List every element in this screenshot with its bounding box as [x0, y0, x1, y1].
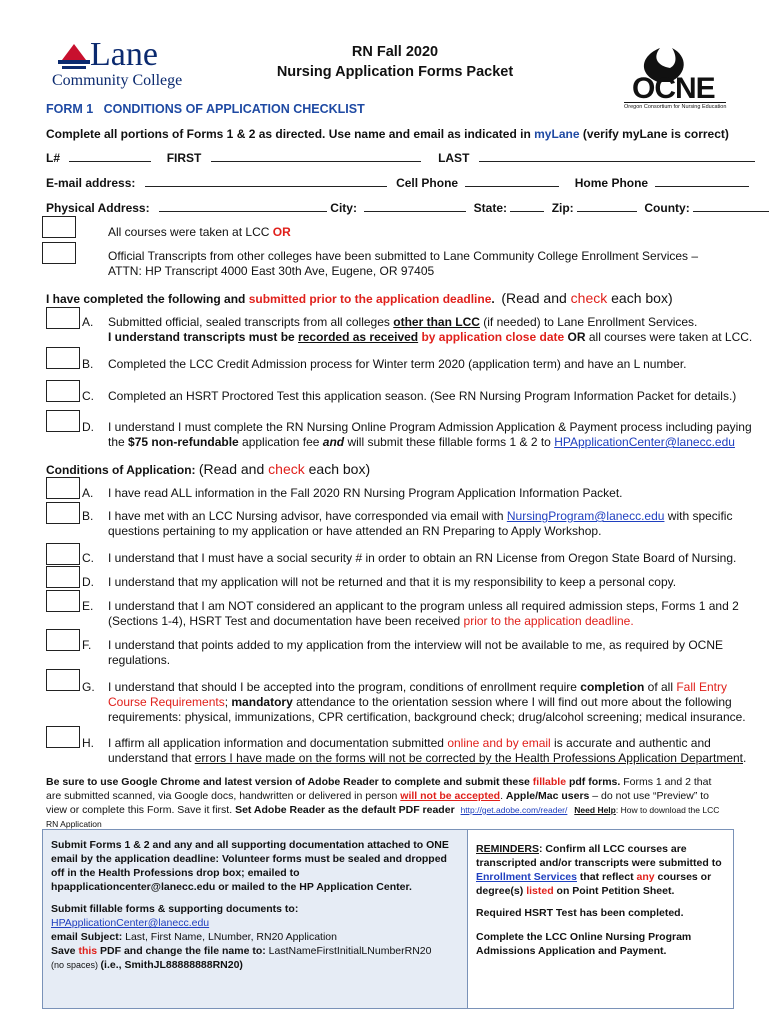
first-name-label: FIRST: [166, 151, 202, 165]
heading-dot: .: [491, 292, 502, 306]
condition-item-g: [108, 680, 746, 725]
logo-community-college: Community College: [52, 72, 183, 89]
this-text: this: [78, 945, 98, 957]
text: Save: [51, 945, 79, 957]
checkbox-condition-b[interactable]: [46, 502, 80, 524]
text: PDF and change the file name to:: [97, 945, 269, 957]
text: (if needed) to Lane Enrollment Services.: [479, 315, 698, 329]
name-fields-row: [46, 151, 755, 165]
item-letter: F.: [82, 638, 92, 652]
text: requirements: physical, immunizations, CPR certification, background check; drug/alcohol screening; medical insurance.: [108, 710, 746, 724]
checkbox-condition-d[interactable]: [46, 566, 80, 588]
city-input[interactable]: [364, 201, 466, 212]
nursing-program-email-link[interactable]: NursingProgram@lanecc.edu: [506, 509, 665, 523]
ocne-logo: [618, 44, 728, 112]
last-name-label: LAST: [438, 151, 470, 165]
transcripts-line2: ATTN: HP Transcript 4000 East 30th Ave, Eugene, OR 97405: [108, 264, 435, 278]
completed-item-c: Completed an HSRT Proctored Test this application season. (See RN Nursing Program Information Packet for details.): [108, 389, 737, 403]
checkbox-condition-e[interactable]: [46, 590, 80, 612]
deadline-text: submitted prior to the application deadline: [248, 292, 492, 306]
item-letter: B.: [82, 357, 94, 371]
default-reader-text: Set Adobe Reader as the default PDF reader: [235, 804, 455, 816]
application-reminder: Complete the LCC Online Nursing Program Admissions Application and Payment.: [476, 931, 692, 957]
read-text: (Read and: [198, 461, 269, 477]
text: I understand I must complete the RN Nursing Online Program Admission Application & Payment process including paying: [108, 420, 752, 434]
address-label: Physical Address:: [46, 201, 150, 215]
text: Last, First Name, LNumber, RN20 Application: [122, 931, 337, 943]
lnum-input[interactable]: [69, 151, 151, 162]
checkbox-completed-a[interactable]: [46, 307, 80, 329]
text: (Sections 1-4), HSRT Test and documentation have been received: [108, 614, 464, 628]
checkbox-all-lcc[interactable]: [42, 216, 76, 238]
text: I understand transcripts must be: [108, 330, 299, 344]
packet-title: Nursing Application Forms Packet: [276, 64, 514, 80]
item-letter: C.: [82, 389, 94, 403]
condition-item-d: I understand that my application will not be returned and that it is my responsibility to keep a personal copy.: [108, 575, 677, 589]
example-file-name: (i.e., SmithJL88888888RN20): [100, 959, 243, 971]
deadline-text: prior to the application deadline.: [463, 614, 634, 628]
mac-users-text: Apple/Mac users: [505, 790, 590, 802]
text: will submit these fillable forms 1 & 2 to: [344, 435, 555, 449]
checkbox-condition-c[interactable]: [46, 543, 80, 565]
item-letter: E.: [82, 599, 94, 613]
fall-entry-text: Fall Entry: [676, 680, 728, 694]
checkbox-official-transcripts[interactable]: [42, 242, 76, 264]
transcripts-line1: Official Transcripts from other colleges have been submitted to Lane Community College Enrollment Services –: [108, 249, 699, 263]
adobe-reader-link[interactable]: http://get.adobe.com/reader/: [460, 805, 568, 815]
text: .: [743, 751, 747, 765]
read-text: (Read and: [501, 290, 571, 306]
ocne-word: OCNE: [632, 72, 715, 105]
completed-heading-text: I have completed the following and: [46, 292, 249, 306]
item-letter: B.: [82, 509, 94, 523]
text: application fee: [238, 435, 323, 449]
checkbox-completed-d[interactable]: [46, 410, 80, 432]
close-date-text: by application close date: [418, 330, 565, 344]
reminders-box: [468, 829, 734, 1009]
address-input[interactable]: [159, 201, 327, 212]
item-letter: C.: [82, 551, 94, 565]
email-subject-label: email Subject:: [51, 931, 123, 943]
email-input[interactable]: [145, 176, 387, 187]
option-all-lcc-text: All courses were taken at LCC: [108, 225, 273, 239]
and-text: and: [322, 435, 345, 449]
reminders-label: REMINDERS: [476, 843, 540, 855]
text: : Confirm all LCC courses are transcripted and/or transcripts were submitted to: [476, 843, 722, 869]
text: pdf forms.: [566, 776, 621, 788]
state-label: State:: [473, 201, 507, 215]
completed-heading: [46, 290, 673, 306]
lane-community-college-logo: [48, 38, 198, 92]
last-name-input[interactable]: [479, 151, 755, 162]
condition-item-e: [108, 599, 739, 629]
text: I affirm all application information and documentation submitted: [108, 736, 448, 750]
or-text: OR: [272, 225, 291, 239]
condition-item-f: [108, 638, 728, 668]
text: I understand that should I be accepted into the program, conditions of enrollment require: [108, 680, 581, 694]
lnum-label: L#: [46, 151, 61, 165]
zip-input[interactable]: [577, 201, 637, 212]
text: on Point Petition Sheet.: [553, 885, 675, 897]
contact-fields-row: [46, 176, 749, 190]
checkbox-condition-g[interactable]: [46, 669, 80, 691]
text: .: [500, 790, 506, 802]
item-letter: G.: [82, 680, 95, 694]
county-label: County:: [644, 201, 690, 215]
logo-lane-word: Lane: [90, 36, 158, 73]
address-fields-row: [46, 201, 769, 215]
hp-application-email-link[interactable]: HPApplicationCenter@lanecc.edu: [554, 435, 735, 449]
checkbox-condition-f[interactable]: [46, 629, 80, 651]
text: that reflect: [576, 871, 637, 883]
city-label: City:: [330, 201, 357, 215]
not-accepted-text: will not be accepted: [400, 790, 501, 802]
home-phone-input[interactable]: [655, 176, 749, 187]
email-label: E-mail address:: [46, 176, 136, 190]
or-text: OR: [564, 330, 586, 344]
state-input[interactable]: [510, 201, 544, 212]
county-input[interactable]: [693, 201, 769, 212]
text: regulations.: [108, 653, 171, 667]
mandatory-text: mandatory: [231, 695, 293, 709]
text: Forms 1 and 2 that are submitted scanned, via Google docs, handwritten or delivered in person: [46, 776, 712, 802]
errors-text: errors I have made on the forms will not be corrected by the Health Professions Application Department: [194, 751, 744, 765]
text: with specific: [664, 509, 733, 523]
listed-text: listed: [526, 885, 554, 897]
cell-phone-label: Cell Phone: [396, 176, 459, 190]
text: is accurate and authentic and: [550, 736, 711, 750]
text: questions pertaining to my application or have attended an RN Preparing to Apply Workshop.: [108, 524, 602, 538]
instruction-text: Complete all portions of Forms 1 & 2 as directed. Use name and email as indicated in: [46, 127, 535, 141]
text: attendance to the orientation session where I will find out more about the following: [292, 695, 732, 709]
submit-forms-box: [42, 829, 468, 1009]
each-box-text: each box): [607, 290, 673, 306]
hp-application-email-link[interactable]: HPApplicationCenter@lanecc.edu: [51, 917, 210, 929]
text: understand that: [108, 751, 195, 765]
submit-instructions: Submit Forms 1 & 2 and any and all supporting documentation attached to ONE email by the application deadline: Volunteer forms must be sealed and dropped off in the Health Professions drop box; emailed to hpapplicationcenter@lanecc.edu or mailed to the HP Application Center.: [51, 839, 449, 893]
other-than-lcc-text: other than LCC: [393, 315, 480, 329]
course-requirements-text: Course Requirements: [108, 695, 225, 709]
text: : How to download the LCC RN Application: [46, 805, 720, 829]
form-instruction: [46, 127, 729, 141]
file-name-text: LastNameFirstInitialLNumberRN20: [268, 945, 432, 957]
checkbox-condition-h[interactable]: [46, 726, 80, 748]
form-heading: FORM 1 CONDITIONS OF APPLICATION CHECKLIST: [46, 102, 365, 116]
completed-item-b: Completed the LCC Credit Admission process for Winter term 2020 (application term) and have an L number.: [108, 357, 687, 371]
item-letter: A.: [82, 486, 94, 500]
check-text: check: [570, 290, 608, 306]
item-letter: A.: [82, 315, 94, 329]
hsrt-reminder: Required HSRT Test has been completed.: [476, 907, 684, 919]
first-name-input[interactable]: [211, 151, 421, 162]
home-phone-label: Home Phone: [574, 176, 649, 190]
conditions-heading: [46, 461, 370, 477]
text: I understand that points added to my application from the interview will not be available to me, as required by OCNE: [108, 638, 723, 652]
text: – do not use “Preview” to view or complete this Form. Save it first.: [46, 790, 710, 816]
each-box-text: each box): [304, 461, 371, 477]
online-email-text: online and by email: [447, 736, 551, 750]
text: Submit fillable forms & supporting documents to:: [51, 903, 299, 915]
conditions-heading-text: Conditions of Application:: [46, 463, 199, 477]
packet-title-year: RN Fall 2020: [351, 44, 439, 60]
text: ;: [224, 695, 232, 709]
condition-item-a: I have read ALL information in the Fall 2020 RN Nursing Program Application Information Packet.: [108, 486, 623, 500]
enrollment-services-link[interactable]: Enrollment Services: [476, 871, 577, 883]
zip-label: Zip:: [551, 201, 574, 215]
condition-item-b: [108, 509, 733, 539]
text: Be sure to use Google Chrome and latest version of Adobe Reader to complete and submit these: [46, 776, 533, 788]
check-text: check: [268, 461, 305, 477]
cell-phone-input[interactable]: [465, 176, 559, 187]
text: courses or degree(s): [476, 871, 712, 897]
item-letter: H.: [82, 736, 94, 750]
item-letter: D.: [82, 420, 94, 434]
condition-item-h: [108, 736, 747, 766]
need-help-link[interactable]: Need Help: [574, 805, 616, 815]
checkbox-completed-b[interactable]: [46, 347, 80, 369]
completion-text: completion: [580, 680, 645, 694]
item-letter: D.: [82, 575, 94, 589]
text: of all: [644, 680, 677, 694]
recorded-text: recorded as received: [298, 330, 419, 344]
option-all-lcc: [108, 225, 291, 239]
text: the: [108, 435, 129, 449]
text: (no spaces): [51, 960, 101, 970]
checkbox-condition-a[interactable]: [46, 477, 80, 499]
ocne-tagline: Oregon Consortium for Nursing Education: [624, 104, 727, 110]
submission-instructions: [46, 775, 726, 831]
fillable-text: fillable: [532, 776, 567, 788]
text: Submitted official, sealed transcripts from all colleges: [108, 315, 394, 329]
any-text: any: [636, 871, 655, 883]
option-official-transcripts: [108, 249, 728, 279]
text: all courses were taken at LCC.: [585, 330, 753, 344]
text: I understand that I am NOT considered an applicant to the program unless all required admission steps, Forms 1 and 2: [108, 599, 739, 613]
checkbox-completed-c[interactable]: [46, 380, 80, 402]
mylane-text: myLane: [534, 127, 580, 141]
instruction-text-end: (verify myLane is correct): [579, 127, 729, 141]
completed-item-a: [108, 315, 753, 345]
text: I have met with an LCC Nursing advisor, have corresponded via email with: [108, 509, 507, 523]
condition-item-c: I understand that I must have a social security # in order to obtain an RN License from Oregon State Board of Nursing.: [108, 551, 737, 565]
fee-text: $75 non-refundable: [128, 435, 239, 449]
completed-item-d: [108, 420, 752, 450]
